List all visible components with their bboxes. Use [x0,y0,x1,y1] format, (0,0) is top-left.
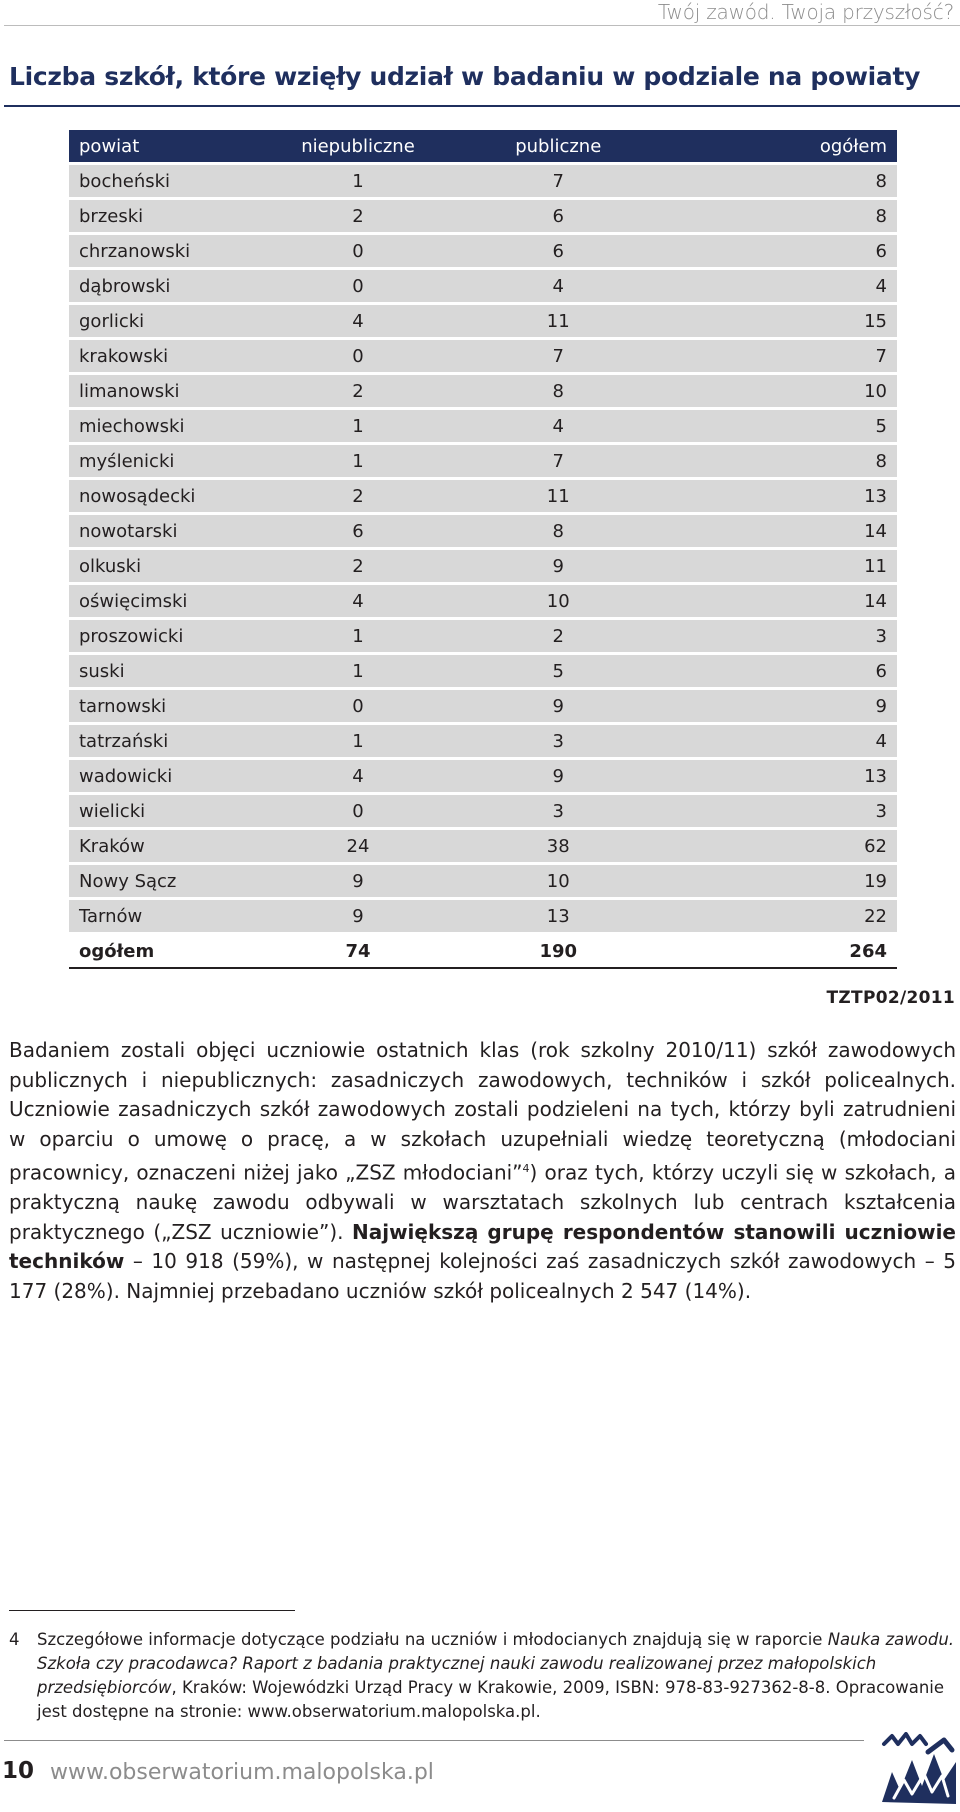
cell-ogolem: 4 [670,725,897,757]
cell-powiat: myślenicki [69,445,270,477]
cell-niepubliczne: 0 [270,690,447,722]
cell-powiat: suski [69,655,270,687]
cell-publiczne: 4 [447,270,671,302]
body-text-2: ) oraz tych, którzy uczyli się w szkołach, a praktyczną naukę zawodu odbywali w warsztatach szkolnych lub centrach kształcenia praktycznego („ZSZ uczniowie”). [9,1160,957,1244]
cell-powiat: nowosądecki [69,480,270,512]
cell-niepubliczne: 1 [270,410,447,442]
cell-niepubliczne: 2 [270,200,447,232]
table-row [69,760,897,792]
table-row [69,200,897,232]
cell-publiczne: 7 [447,340,671,372]
column-header-ogolem: ogółem [670,130,897,162]
footnote-rule [9,1610,295,1611]
table-row [69,375,897,407]
cell-ogolem: 13 [670,480,897,512]
table-row [69,445,897,477]
page-number: 10 [2,1758,35,1784]
header-rule [4,25,960,26]
cell-niepubliczne: 0 [270,795,447,827]
cell-powiat: brzeski [69,200,270,232]
cell-publiczne: 3 [447,725,671,757]
title-rule [4,105,960,107]
body-text-3: – 10 918 (59%), w następnej kolejności zaś zasadniczych szkół zawodowych – 5 177 (28%). Najmniej przebadano uczniów szkół policealnych 2 547 (14%). [9,1249,956,1303]
cell-powiat: krakowski [69,340,270,372]
cell-ogolem: 5 [670,410,897,442]
table-row [69,340,897,372]
cell-powiat: tarnowski [69,690,270,722]
cell-publiczne: 5 [447,655,671,687]
column-header-powiat: powiat [69,130,270,162]
footnote-number: 4 [9,1630,20,1649]
cell-publiczne: 6 [447,235,671,267]
table-row [69,865,897,897]
table-row [69,900,897,932]
cell-niepubliczne: 4 [270,585,447,617]
cell-publiczne: 9 [447,550,671,582]
footnote [9,1628,956,1724]
cell-niepubliczne: 1 [270,445,447,477]
footnote-text [37,1628,956,1724]
cell-powiat: Tarnów [69,900,270,932]
cell-niepubliczne: 74 [270,935,447,969]
column-header-publiczne: publiczne [447,130,671,162]
cell-powiat: chrzanowski [69,235,270,267]
table-row [69,690,897,722]
table-row [69,515,897,547]
cell-niepubliczne: 6 [270,515,447,547]
cell-powiat: oświęcimski [69,585,270,617]
table-row [69,480,897,512]
cell-ogolem: 22 [670,900,897,932]
cell-publiczne: 7 [447,445,671,477]
cell-ogolem: 19 [670,865,897,897]
cell-ogolem: 13 [670,760,897,792]
cell-ogolem: 6 [670,235,897,267]
cell-publiczne: 7 [447,165,671,197]
cell-niepubliczne: 1 [270,655,447,687]
cell-niepubliczne: 0 [270,270,447,302]
cell-powiat: dąbrowski [69,270,270,302]
table-row [69,165,897,197]
cell-publiczne: 4 [447,410,671,442]
cell-publiczne: 13 [447,900,671,932]
footer-rule [4,1740,864,1741]
cell-ogolem: 3 [670,795,897,827]
cell-ogolem: 7 [670,340,897,372]
cell-ogolem: 4 [670,270,897,302]
cell-ogolem: 3 [670,620,897,652]
cell-powiat: nowotarski [69,515,270,547]
cell-powiat: miechowski [69,410,270,442]
cell-publiczne: 8 [447,515,671,547]
cell-publiczne: 190 [447,935,671,969]
cell-niepubliczne: 24 [270,830,447,862]
table-row [69,585,897,617]
cell-ogolem: 6 [670,655,897,687]
cell-powiat: wadowicki [69,760,270,792]
table-row [69,795,897,827]
cell-publiczne: 10 [447,865,671,897]
cell-niepubliczne: 9 [270,900,447,932]
cell-ogolem: 10 [670,375,897,407]
cell-niepubliczne: 1 [270,725,447,757]
footnote-text-1: Szczegółowe informacje dotyczące podziału na uczniów i młodocianych znajdują się w raporcie [37,1630,828,1649]
table-body [69,165,897,969]
table-row [69,235,897,267]
cell-powiat: gorlicki [69,305,270,337]
table-row [69,655,897,687]
cell-ogolem: 9 [670,690,897,722]
cell-powiat: Kraków [69,830,270,862]
cell-publiczne: 11 [447,305,671,337]
table-row [69,305,897,337]
obserwatorium-logo-icon [878,1732,958,1808]
cell-publiczne: 9 [447,690,671,722]
cell-ogolem: 14 [670,585,897,617]
cell-powiat: ogółem [69,935,270,969]
footnote-reference[interactable]: 4 [522,1162,530,1175]
table-row [69,620,897,652]
cell-niepubliczne: 0 [270,235,447,267]
cell-niepubliczne: 4 [270,305,447,337]
cell-niepubliczne: 4 [270,760,447,792]
schools-by-county-table [69,127,897,972]
footnote-text-2: , Kraków: Wojewódzki Urząd Pracy w Krakowie, 2009, ISBN: 978-83-927362-8-8. Opracowanie jest dostępne na stronie: www.obserwatorium.malopolska.pl. [37,1678,945,1721]
cell-ogolem: 8 [670,200,897,232]
cell-niepubliczne: 9 [270,865,447,897]
body-paragraph [9,1036,956,1306]
cell-niepubliczne: 0 [270,340,447,372]
cell-niepubliczne: 2 [270,550,447,582]
cell-publiczne: 3 [447,795,671,827]
section-title: Liczba szkół, które wzięły udział w badaniu w podziale na powiaty [9,62,921,91]
cell-niepubliczne: 2 [270,375,447,407]
cell-niepubliczne: 1 [270,620,447,652]
table-source-label: TZTP02/2011 [826,988,955,1008]
table-row [69,270,897,302]
cell-ogolem: 8 [670,165,897,197]
cell-powiat: olkuski [69,550,270,582]
footnote-report-title: Nauka zawodu. Szkoła czy pracodawca? Raport z badania praktycznej nauki zawodu realizowanej przez małopolskich przedsiębiorców [37,1630,955,1697]
cell-publiczne: 38 [447,830,671,862]
cell-powiat: limanowski [69,375,270,407]
body-text-bold: Największą grupę respondentów stanowili uczniowie techników [9,1219,956,1274]
cell-ogolem: 264 [670,935,897,969]
cell-publiczne: 10 [447,585,671,617]
cell-publiczne: 6 [447,200,671,232]
cell-publiczne: 11 [447,480,671,512]
cell-powiat: proszowicki [69,620,270,652]
column-header-niepubliczne: niepubliczne [270,130,447,162]
running-header: Twój zawód. Twoja przyszłość? [657,0,954,24]
cell-ogolem: 15 [670,305,897,337]
table-total-row [69,935,897,969]
cell-ogolem: 8 [670,445,897,477]
table-row [69,410,897,442]
cell-publiczne: 8 [447,375,671,407]
cell-ogolem: 62 [670,830,897,862]
table-row [69,550,897,582]
body-text-1: Badaniem zostali objęci uczniowie ostatnich klas (rok szkolny 2010/11) szkół zawodowych publicznych i niepublicznych: zasadniczych zawodowych, techników i szkół policealnych. Uczniowie zasadniczych szkół zawodowych zostali podzieleni na tych, którzy byli zatrudnieni w oparciu o umowę o pracę, a w szkołach uzupełniali wiedzę teoretyczną (młodociani pracownicy, oznaczeni niżej jako „ZSZ młodociani” [9,1038,956,1185]
table-header-row [69,130,897,162]
cell-powiat: Nowy Sącz [69,865,270,897]
footer-url[interactable]: www.obserwatorium.malopolska.pl [50,1760,434,1785]
table-row [69,725,897,757]
cell-ogolem: 11 [670,550,897,582]
cell-powiat: wielicki [69,795,270,827]
cell-niepubliczne: 1 [270,165,447,197]
cell-niepubliczne: 2 [270,480,447,512]
cell-publiczne: 2 [447,620,671,652]
cell-publiczne: 9 [447,760,671,792]
table-row [69,830,897,862]
cell-powiat: tatrzański [69,725,270,757]
cell-ogolem: 14 [670,515,897,547]
cell-powiat: bocheński [69,165,270,197]
